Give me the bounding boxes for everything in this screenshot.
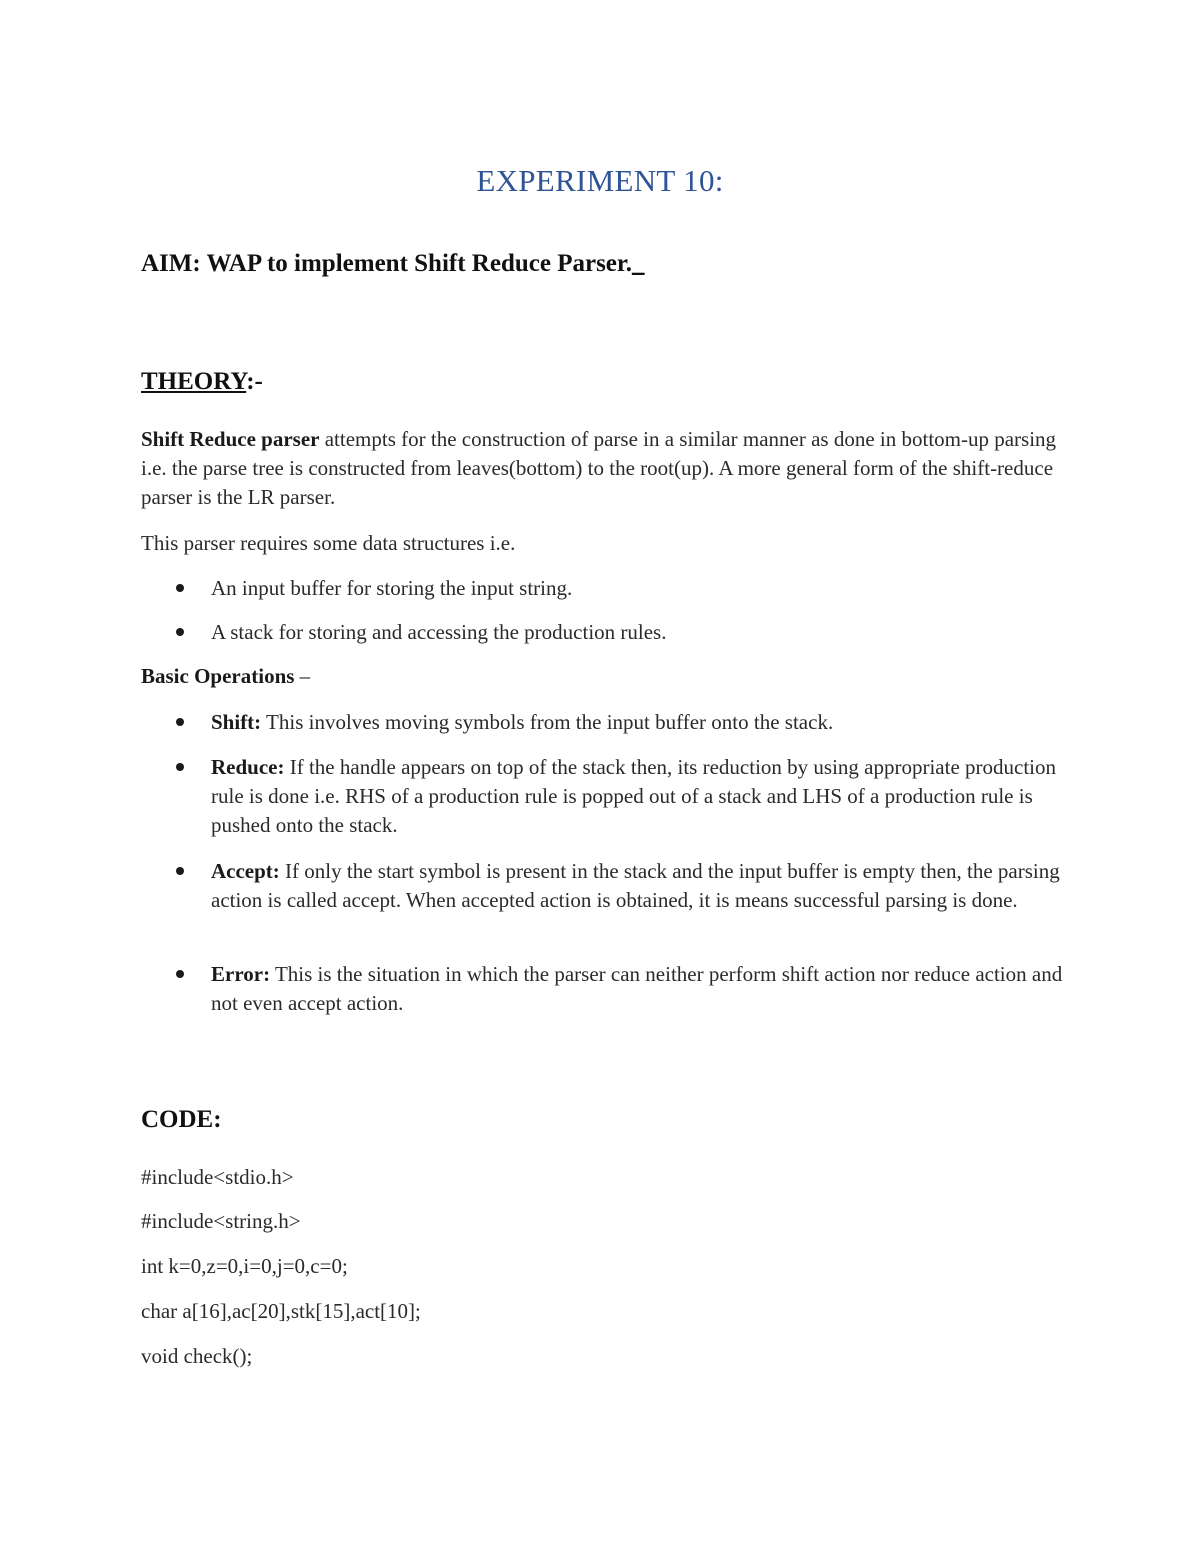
aim-label: AIM: (141, 250, 201, 277)
structure-text: An input buffer for storing the input string. (211, 576, 573, 600)
theory-requires: This parser requires some data structures i.e. (141, 531, 516, 555)
bullet-icon (176, 763, 184, 771)
operation-text (211, 960, 1071, 1018)
bullet-icon (176, 970, 184, 978)
operation-text (211, 753, 1071, 840)
aim-trail: _ (631, 250, 645, 277)
operation-text (211, 857, 1071, 915)
theory-intro (141, 425, 1071, 512)
operation-desc: This involves moving symbols from the input buffer onto the stack. (261, 710, 834, 734)
operations-heading (141, 664, 310, 689)
code-line: void check(); (141, 1344, 253, 1368)
bullet-icon (176, 867, 184, 875)
theory-heading-text: THEORY (141, 368, 247, 395)
code-line: #include<stdio.h> (141, 1165, 294, 1189)
operation-term: Error: (211, 962, 271, 986)
operation-text (211, 708, 1071, 737)
bullet-icon (176, 628, 184, 636)
theory-heading (141, 368, 263, 396)
code-heading: CODE: (141, 1106, 222, 1133)
operation-desc: This is the situation in which the parser can neither perform shift action nor reduce action and not even accept action. (211, 962, 1063, 1015)
operation-desc: If only the start symbol is present in the stack and the input buffer is empty then, the parsing action is called accept. When accepted action is obtained, it is means successful parsing is done. (211, 859, 1060, 912)
operation-term: Reduce: (211, 755, 285, 779)
bullet-icon (176, 584, 184, 592)
bullet-icon (176, 718, 184, 726)
code-line: int k=0,z=0,i=0,j=0,c=0; (141, 1254, 348, 1278)
theory-intro-text: attempts for the construction of parse in a similar manner as done in bottom-up parsing i.e. the parse tree is constructed from leaves(bottom) to the root(up). A more general form of the shift-reduce parser is the LR parser. (141, 427, 1057, 509)
aim-text: WAP to implement Shift Reduce Parser. (206, 250, 632, 277)
theory-heading-suffix: :- (246, 368, 263, 395)
page-title: EXPERIMENT 10: (476, 163, 724, 198)
structure-text: A stack for storing and accessing the production rules. (211, 620, 667, 644)
operations-heading-text: Basic Operations (141, 664, 295, 688)
theory-intro-bold: Shift Reduce parser (141, 427, 320, 451)
operation-term: Shift: (211, 710, 262, 734)
operations-heading-dash: – (294, 664, 311, 688)
operation-term: Accept: (211, 859, 280, 883)
operation-desc: If the handle appears on top of the stack then, its reduction by using appropriate production rule is done i.e. RHS of a production rule is popped out of a stack and LHS of a production rule is pushed onto the stack. (211, 755, 1057, 837)
code-line: #include<string.h> (141, 1209, 301, 1233)
aim-line (141, 250, 644, 278)
code-line: char a[16],ac[20],stk[15],act[10]; (141, 1299, 421, 1323)
